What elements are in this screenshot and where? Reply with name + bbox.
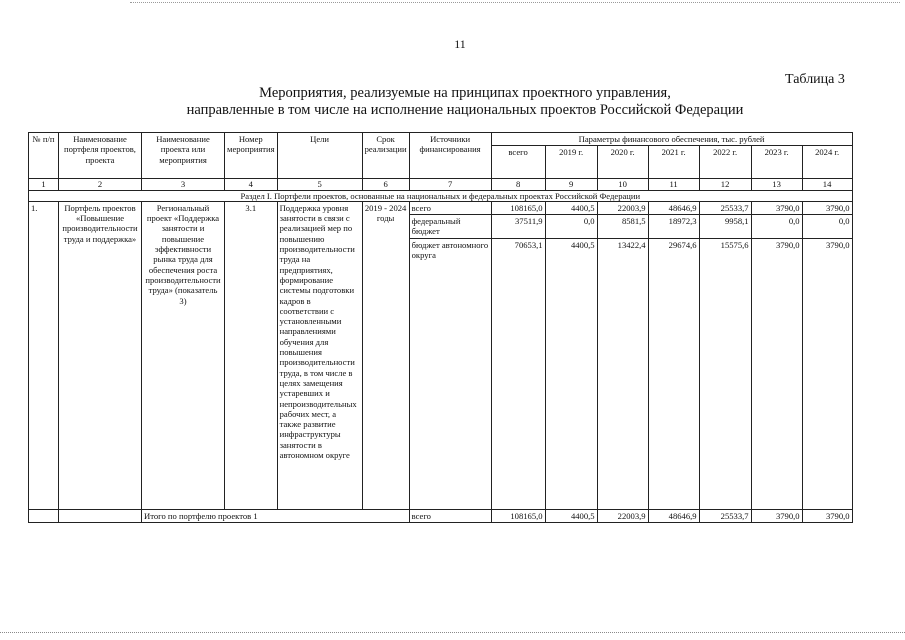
header-2024: 2024 г. — [802, 146, 852, 179]
col-number: 2 — [59, 179, 142, 190]
value-cell: 0,0 — [545, 215, 597, 239]
col-number: 13 — [751, 179, 802, 190]
header-portfolio: Наименование портфеля проектов, проекта — [59, 133, 142, 179]
value-cell: 3790,0 — [751, 509, 802, 522]
value-cell: 108165,0 — [491, 201, 545, 214]
header-project: Наименование проекта или мероприятия — [142, 133, 225, 179]
col-number: 9 — [545, 179, 597, 190]
total-label: Итого по портфелю проектов 1 — [142, 509, 410, 522]
total-row — [29, 509, 853, 522]
value-cell: 3790,0 — [802, 509, 852, 522]
value-cell: 29674,6 — [648, 238, 699, 509]
table-label: Таблица 3 — [785, 72, 845, 87]
value-cell: 25533,7 — [699, 509, 751, 522]
header-2023: 2023 г. — [751, 146, 802, 179]
value-cell: 3790,0 — [802, 238, 852, 509]
value-cell: 4400,5 — [545, 509, 597, 522]
col-number: 10 — [597, 179, 648, 190]
document-title — [160, 85, 770, 119]
table-row — [29, 201, 853, 214]
value-cell: 4400,5 — [545, 201, 597, 214]
header-goals: Цели — [277, 133, 362, 179]
title-line-2: направленные в том числе на исполнение национальных проектов Российской Федерации — [186, 102, 744, 118]
goals-text: Поддержка уровня занятости в связи с реализацией мер по повышению производительности труда на предприятиях, формирование системы подготовки кадров в соответствии с установленными направлениями обучения для повышения производительности труда, в том числе в целях замещения устаревших и непроизводительных рабочих мест, а также развитие инфраструктуры занятости в автономном округе — [277, 201, 362, 509]
section-row — [29, 190, 853, 201]
value-cell: 48646,9 — [648, 201, 699, 214]
col-number: 11 — [648, 179, 699, 190]
value-cell: 0,0 — [802, 215, 852, 239]
col-number: 12 — [699, 179, 751, 190]
col-number: 14 — [802, 179, 852, 190]
scan-artifact-top — [130, 2, 900, 3]
source-label: всего — [409, 201, 491, 214]
header-event-num: Номер мероприятия — [225, 133, 278, 179]
header-num: № п/п — [29, 133, 59, 179]
scan-artifact-bottom — [0, 632, 905, 633]
value-cell: 4400,5 — [545, 238, 597, 509]
header-params: Параметры финансового обеспечения, тыс. рублей — [491, 133, 852, 146]
row-num: 1. — [29, 201, 59, 509]
col-number: 8 — [491, 179, 545, 190]
term-text: 2019 - 2024 годы — [362, 201, 409, 509]
financing-table — [28, 132, 853, 523]
header-2022: 2022 г. — [699, 146, 751, 179]
header-total: всего — [491, 146, 545, 179]
value-cell: 48646,9 — [648, 509, 699, 522]
value-cell: 3790,0 — [751, 238, 802, 509]
value-cell: 18972,3 — [648, 215, 699, 239]
col-number: 6 — [362, 179, 409, 190]
total-source: всего — [409, 509, 491, 522]
header-2019: 2019 г. — [545, 146, 597, 179]
value-cell: 8581,5 — [597, 215, 648, 239]
header-2020: 2020 г. — [597, 146, 648, 179]
value-cell: 108165,0 — [491, 509, 545, 522]
header-sources: Источники финансирования — [409, 133, 491, 179]
header-2021: 2021 г. — [648, 146, 699, 179]
page-number: 11 — [454, 37, 466, 51]
source-label: бюджет автономного округа — [409, 238, 491, 509]
value-cell: 13422,4 — [597, 238, 648, 509]
header-term: Срок реализации — [362, 133, 409, 179]
col-number: 7 — [409, 179, 491, 190]
value-cell: 0,0 — [751, 215, 802, 239]
col-number: 4 — [225, 179, 278, 190]
value-cell: 3790,0 — [802, 201, 852, 214]
event-number: 3.1 — [225, 201, 278, 509]
column-number-row — [29, 179, 853, 190]
col-number: 1 — [29, 179, 59, 190]
value-cell: 25533,7 — [699, 201, 751, 214]
value-cell: 22003,9 — [597, 509, 648, 522]
value-cell: 9958,1 — [699, 215, 751, 239]
value-cell: 70653,1 — [491, 238, 545, 509]
header-row-1 — [29, 133, 853, 146]
value-cell: 37511,9 — [491, 215, 545, 239]
title-line-1: Мероприятия, реализуемые на принципах проектного управления, — [259, 85, 671, 101]
col-number: 5 — [277, 179, 362, 190]
portfolio-name: Портфель проектов «Повышение производительности труда и поддержка» — [59, 201, 142, 509]
col-number: 3 — [142, 179, 225, 190]
value-cell: 15575,6 — [699, 238, 751, 509]
project-name: Региональный проект «Поддержка занятости и повышение эффективности рынка труда для обеспечения роста производительности труда» (показатель 3) — [142, 201, 225, 509]
source-label: федеральный бюджет — [409, 215, 491, 239]
value-cell: 3790,0 — [751, 201, 802, 214]
section-title: Раздел I. Портфели проектов, основанные на национальных и федеральных проектах Российской Федерации — [29, 190, 853, 201]
value-cell: 22003,9 — [597, 201, 648, 214]
